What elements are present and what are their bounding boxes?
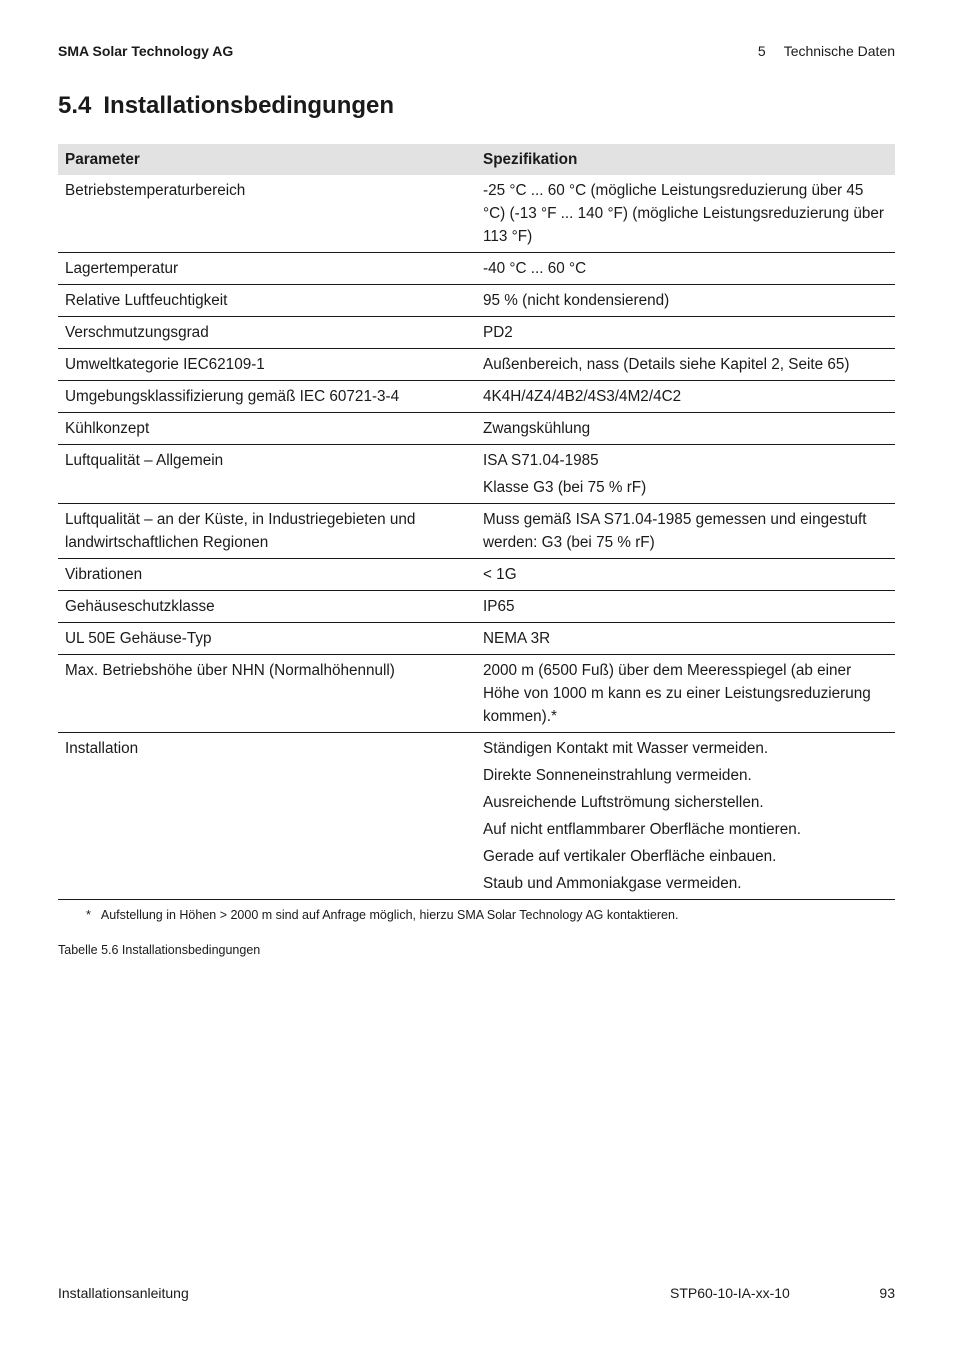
specification-cell	[476, 413, 895, 445]
specification-cell	[476, 591, 895, 623]
parameter-text: Lagertemperatur	[65, 260, 179, 277]
parameter-cell	[58, 381, 476, 413]
page-number: 93	[879, 1285, 895, 1301]
specification-cell	[476, 655, 895, 733]
specification-text: < 1G	[483, 566, 517, 583]
parameter-cell	[58, 733, 476, 900]
specification-cell	[476, 504, 895, 559]
parameter-text: Max. Betriebshöhe über NHN (Normalhöhennull)	[65, 662, 395, 679]
footnote-marker: *	[86, 908, 91, 922]
specification-text: ISA S71.04-1985	[483, 452, 599, 469]
specification-text: IP65	[483, 598, 515, 615]
parameter-cell	[58, 175, 476, 253]
specification-text: Auf nicht entflammbarer Oberfläche montieren.	[483, 821, 801, 838]
column-header-parameter: Parameter	[58, 144, 476, 175]
parameter-cell	[58, 349, 476, 381]
specification-cell	[476, 733, 895, 900]
specification-cell	[476, 559, 895, 591]
table-row	[58, 655, 895, 733]
table-row	[58, 175, 895, 253]
chapter-number: 5	[757, 43, 766, 59]
specification-text: Direkte Sonneneinstrahlung vermeiden.	[483, 767, 752, 784]
page-footer	[58, 1285, 895, 1305]
specification-text: Muss gemäß ISA S71.04-1985 gemessen und eingestuft werden: G3 (bei 75 % rF)	[483, 511, 867, 551]
specification-cell	[476, 445, 895, 504]
specification-text: Ausreichende Luftströmung sicherstellen.	[483, 794, 764, 811]
table-body	[58, 175, 895, 900]
specification-cell	[476, 623, 895, 655]
parameter-text: Umweltkategorie IEC62109-1	[65, 356, 265, 373]
table-row	[58, 317, 895, 349]
table-row	[58, 413, 895, 445]
specification-cell	[476, 349, 895, 381]
specification-text: 95 % (nicht kondensierend)	[483, 292, 670, 309]
specification-text: 4K4H/4Z4/4B2/4S3/4M2/4C2	[483, 388, 682, 405]
parameter-cell	[58, 445, 476, 504]
page-header	[58, 43, 895, 63]
specification-text: Gerade auf vertikaler Oberfläche einbauen.	[483, 848, 777, 865]
specification-cell	[476, 317, 895, 349]
parameter-text: Luftqualität – Allgemein	[65, 452, 224, 469]
parameter-cell	[58, 285, 476, 317]
table-row	[58, 733, 895, 900]
parameter-cell	[58, 623, 476, 655]
parameter-cell	[58, 413, 476, 445]
chapter-reference	[758, 43, 895, 59]
specification-cell	[476, 253, 895, 285]
company-name: SMA Solar Technology AG	[58, 43, 234, 59]
section-title-text: Installationsbedingungen	[103, 92, 395, 119]
specification-text: NEMA 3R	[483, 630, 551, 647]
table-row	[58, 591, 895, 623]
parameter-text: Umgebungsklassifizierung gemäß IEC 60721-3-4	[65, 388, 400, 405]
table-header-row	[58, 144, 895, 175]
specification-text: PD2	[483, 324, 513, 341]
parameter-text: Verschmutzungsgrad	[65, 324, 209, 341]
section-title	[58, 92, 394, 120]
footnote-text: Aufstellung in Höhen > 2000 m sind auf Anfrage möglich, hierzu SMA Solar Technology AG kontaktieren.	[100, 908, 679, 922]
parameter-cell	[58, 655, 476, 733]
specification-text: Außenbereich, nass (Details siehe Kapitel 2, Seite 65)	[483, 356, 850, 373]
specification-cell	[476, 381, 895, 413]
parameter-cell	[58, 317, 476, 349]
parameter-cell	[58, 559, 476, 591]
parameter-text: UL 50E Gehäuse-Typ	[65, 630, 212, 647]
parameter-text: Relative Luftfeuchtigkeit	[65, 292, 228, 309]
specification-text: -25 °C ... 60 °C (mögliche Leistungsreduzierung über 45 °C) (-13 °F ... 140 °F) (mögliche Leistungsreduzierung über 113 °F)	[483, 182, 884, 245]
table-caption: Tabelle 5.6 Installationsbedingungen	[58, 943, 261, 957]
specification-text: Ständigen Kontakt mit Wasser vermeiden.	[483, 740, 769, 757]
column-header-specification: Spezifikation	[476, 144, 895, 175]
parameter-text: Kühlkonzept	[65, 420, 150, 437]
specification-cell	[476, 285, 895, 317]
specification-text: 2000 m (6500 Fuß) über dem Meeresspiegel (ab einer Höhe von 1000 m kann es zu einer Leistungsreduzierung kommen).*	[483, 662, 871, 725]
footnote	[86, 908, 678, 922]
table-row	[58, 559, 895, 591]
specification-text: -40 °C ... 60 °C	[483, 260, 587, 277]
document-code: STP60-10-IA-xx-10	[670, 1285, 790, 1301]
parameter-text: Betriebstemperaturbereich	[65, 182, 246, 199]
table-row	[58, 349, 895, 381]
table-row	[58, 381, 895, 413]
document-type: Installationsanleitung	[58, 1285, 189, 1301]
parameter-text: Luftqualität – an der Küste, in Industriegebieten und landwirtschaftlichen Regionen	[65, 511, 416, 551]
parameter-cell	[58, 504, 476, 559]
table-row	[58, 623, 895, 655]
parameter-text: Installation	[65, 740, 139, 757]
parameter-cell	[58, 253, 476, 285]
specification-text: Klasse G3 (bei 75 % rF)	[483, 479, 647, 496]
installation-conditions-table	[58, 144, 895, 900]
table-row	[58, 504, 895, 559]
table-row	[58, 445, 895, 504]
chapter-title: Technische Daten	[783, 43, 895, 59]
parameter-text: Vibrationen	[65, 566, 143, 583]
parameter-text: Gehäuseschutzklasse	[65, 598, 215, 615]
parameter-cell	[58, 591, 476, 623]
specification-text: Staub und Ammoniakgase vermeiden.	[483, 875, 742, 892]
section-number: 5.4	[58, 92, 92, 119]
table-row	[58, 285, 895, 317]
specification-text: Zwangskühlung	[483, 420, 591, 437]
table-row	[58, 253, 895, 285]
specification-cell	[476, 175, 895, 253]
